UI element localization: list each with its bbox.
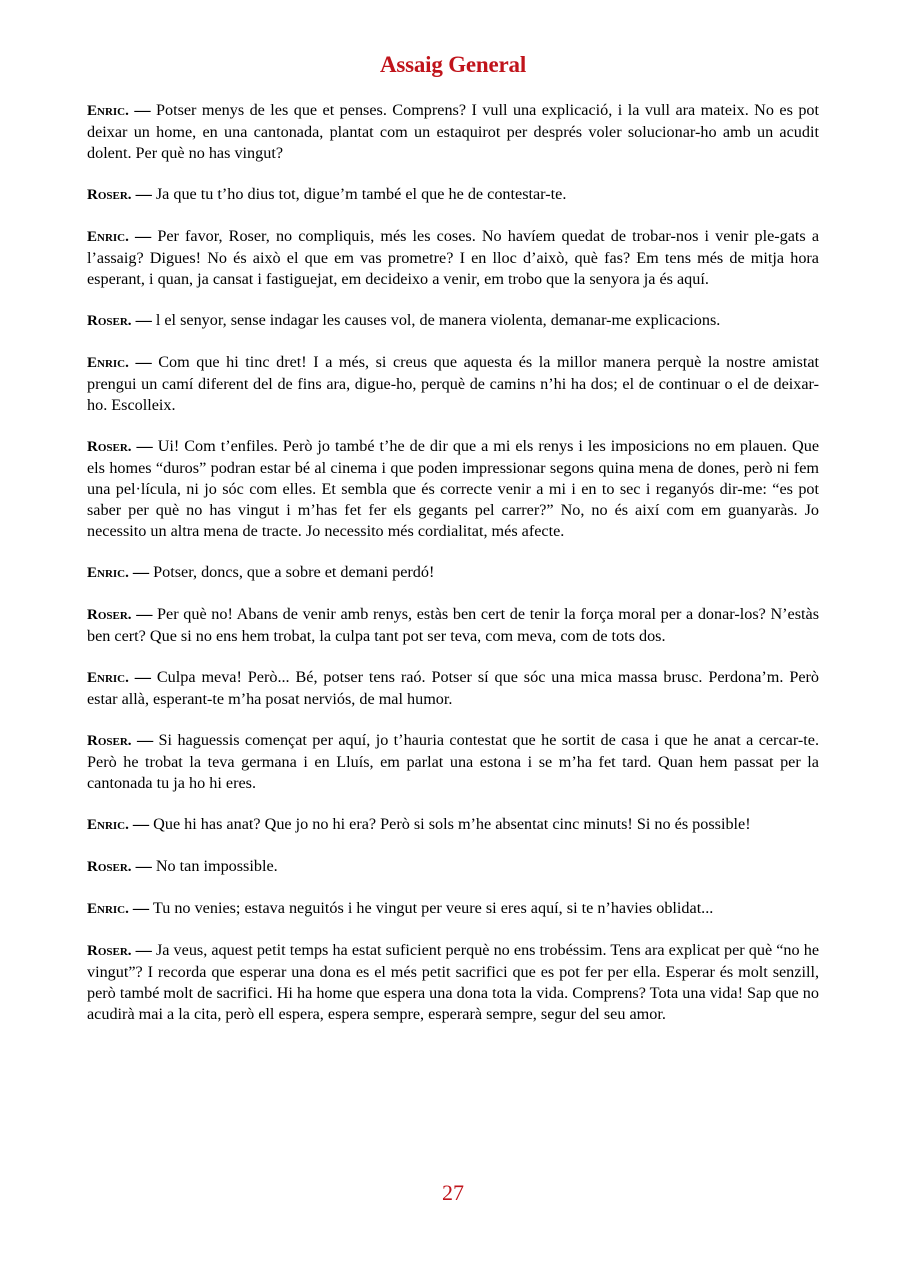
em-dash: — [134,668,151,686]
speaker-name: Enric. [87,817,129,833]
speech-6 [87,436,819,542]
speech-text: Ja que tu t’ho dius tot, digue’m també el que he de contestar-te. [155,185,567,203]
speech-text: l el senyor, sense indagar les causes vol, de manera violenta, demanar-me explicacions. [155,311,721,329]
em-dash: — [135,353,152,371]
speech-8 [87,604,819,647]
speech-text: Ja veus, aquest petit temps ha estat suficient perquè no ens trobéssim. Tens ara explicat per què “no he vingut”? I recorda que esperar una dona es el més petit sacrifici que es pot fer per ella. Esperar és molt senzill, però també molt de sacrifici. Hi ha home que espera una dona tota la vida. Comprens? Tota una vida! Sap que no acudirà mai a la cita, però ell espera, espera sempre, esperarà sempre, segur del seu amor. [87,941,820,1023]
speaker-name: Roser. [87,187,132,203]
speech-11 [87,814,819,836]
speech-4 [87,310,819,332]
dialogue-body [87,100,819,1045]
speaker-name: Roser. [87,607,132,623]
speech-2 [87,184,819,206]
speaker-name: Roser. [87,943,132,959]
em-dash: — [135,941,152,959]
em-dash: — [136,437,153,455]
em-dash: — [136,605,153,623]
speaker-name: Enric. [87,355,129,371]
page-number: 27 [442,1180,464,1205]
speech-text: No tan impossible. [155,857,278,875]
speech-text: Per favor, Roser, no compliquis, més les coses. No havíem quedat de trobar-nos i venir ple-gats a l’assaig? Digues! No és això el que em vas prometre? I en lloc d’això, què fas? Em tens més de mitja hora esperant, i quan, ja cansat i fastiguejat, em decideixo a venir, em trobo que la senyora ja és aquí. [87,227,820,288]
em-dash: — [135,185,152,203]
speech-text: Ui! Com t’enfiles. Però jo també t’he de dir que a mi els renys i les imposicions no em plauen. Que els homes “duros” podran estar bé al cinema i que poden impressionar segons quina mena de dones, però ni fem una pel·lícula, ni jo sóc com elles. Et sembla que és correcte venir a mi i en to sec i reganyós dir-me: “es pot saber per què no has vingut i m’has fet fer els gegants pel carrer?” No, no és així com em guanyaràs. Jo necessito un altra mena de tracte. Jo necessito més cordialitat, més afecte. [87,437,820,540]
speech-text: Com que hi tinc dret! I a més, si creus que aquesta és la millor manera perquè la nostre amistat prengui un camí diferent del de fins ara, digue-ho, perquè de camins n’hi ha dos; el de continuar o el de deixar-ho. Escolleix. [87,353,819,414]
em-dash: — [132,815,150,833]
page-title: Assaig General [379,52,527,77]
speech-text: Culpa meva! Però... Bé, potser tens raó. Potser sí que sóc una mica massa brusc. Perdona’m. Però estar allà, esperant-te m’ha posat nerviós, de mal humor. [87,668,820,708]
speech-1 [87,100,819,164]
speech-14 [87,940,819,1025]
em-dash: — [136,731,154,749]
speaker-name: Roser. [87,439,132,455]
speech-3 [87,226,819,290]
speaker-name: Enric. [87,565,129,581]
speech-text: Que hi has anat? Que jo no hi era? Però si sols m’he absentat cinc minuts! Si no és possible! [153,815,751,833]
speaker-name: Enric. [87,229,129,245]
speaker-name: Enric. [87,103,129,119]
speech-5 [87,352,819,416]
em-dash: — [132,899,150,917]
speech-text: Tu no venies; estava neguitós i he vingut per veure si eres aquí, si te n’havies oblidat... [152,899,714,917]
em-dash: — [132,563,150,581]
speech-text: Si haguessis començat per aquí, jo t’hauria contestat que he sortit de casa i que he anat a cercar-te. Però he trobat la teva germana i en Lluís, em parlat una estona i se m’ha fet tard. Quan hem passat per la cantonada tu ja ho hi eres. [87,731,820,792]
speech-7 [87,562,819,584]
speech-12 [87,856,819,878]
speaker-name: Roser. [87,859,132,875]
speaker-name: Enric. [87,901,129,917]
speech-text: Potser menys de les que et penses. Comprens? I vull una explicació, i la vull ara mateix. No es pot deixar un home, en una cantonada, plantat com un estaquirot per després voler solucionar-ho amb un acudit dolent. Per què no has vingut? [87,101,820,162]
speaker-name: Enric. [87,670,129,686]
speech-text: Per què no! Abans de venir amb renys, estàs ben cert de tenir la força moral per a donar-los? N’estàs ben cert? Que si no ens hem trobat, la culpa tant pot ser teva, com meva, com de tots dos. [87,605,820,645]
speech-9 [87,667,819,710]
speech-text: Potser, doncs, que a sobre et demani perdó! [153,563,435,581]
speech-13 [87,898,819,920]
speech-10 [87,730,819,794]
speaker-name: Roser. [87,313,132,329]
em-dash: — [134,101,151,119]
em-dash: — [135,227,152,245]
em-dash: — [135,311,152,329]
em-dash: — [135,857,152,875]
speaker-name: Roser. [87,733,132,749]
